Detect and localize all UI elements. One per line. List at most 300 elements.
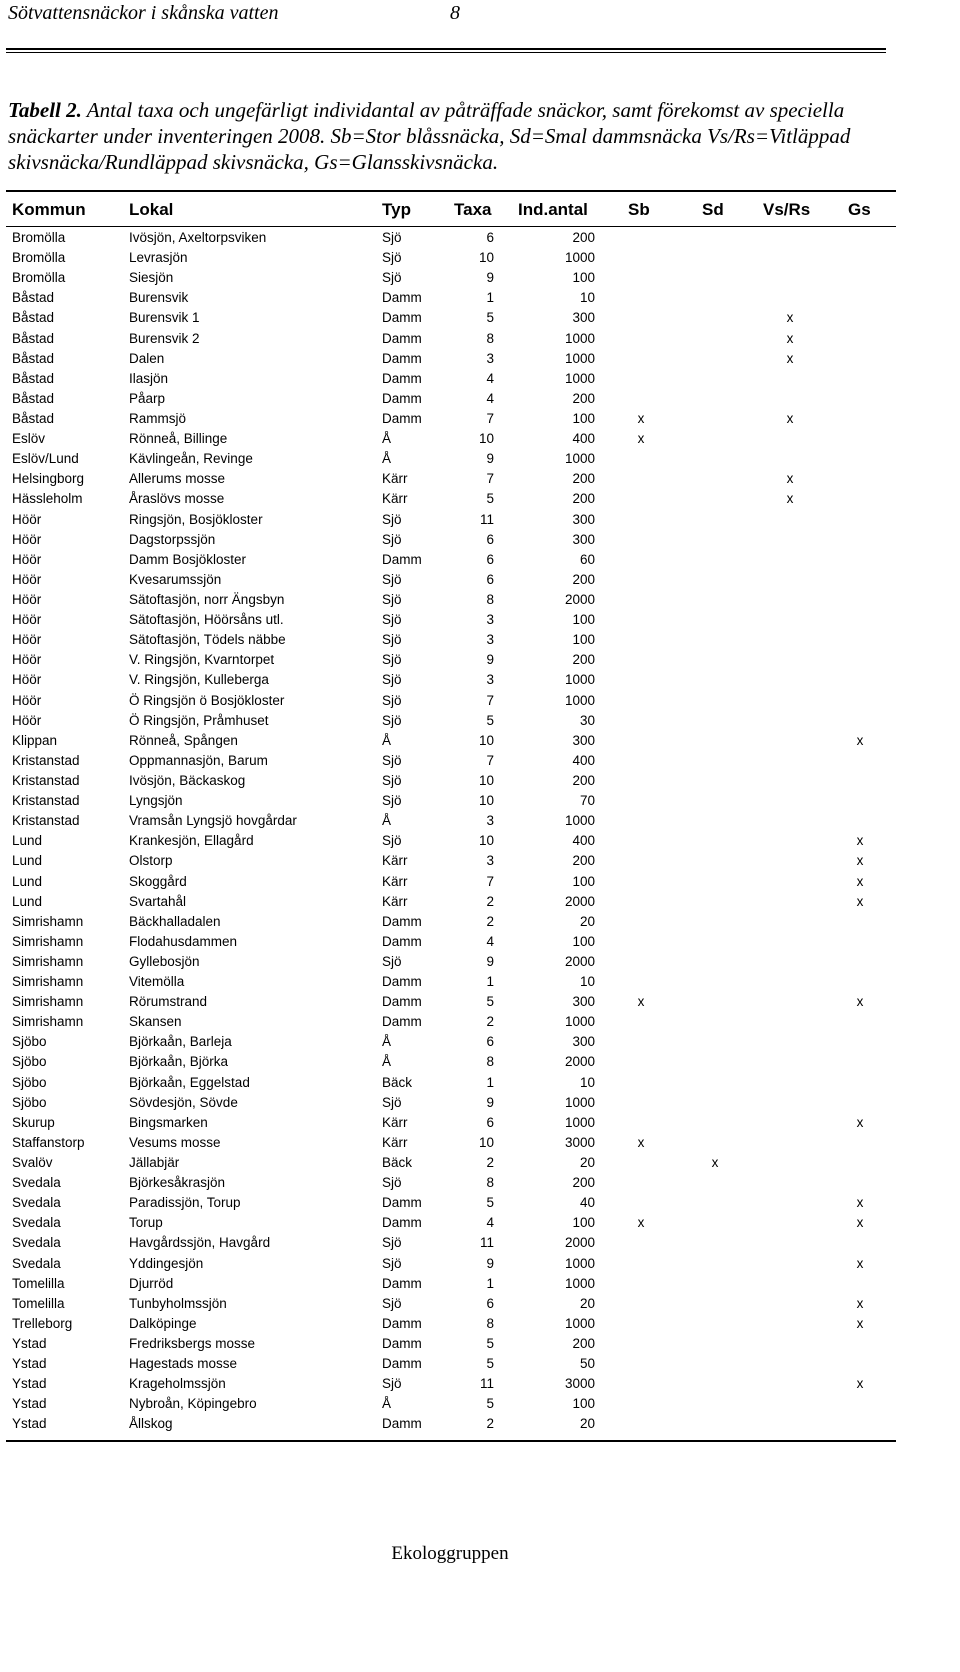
cell-lokal: Jällabjär — [129, 1155, 180, 1171]
cell-typ: Sjö — [382, 1235, 402, 1251]
cell-ind-antal: 30 — [579, 712, 595, 728]
cell-typ: Sjö — [382, 1376, 402, 1392]
cell-lokal: Kvesarumssjön — [129, 571, 222, 587]
cell-ind-antal: 100 — [572, 410, 595, 426]
cell-lokal: Bäckhalladalen — [129, 913, 221, 929]
table-row — [0, 1093, 960, 1113]
cell-kommun: Sjöbo — [12, 1094, 47, 1110]
table-header-rule — [6, 226, 896, 227]
table-row — [0, 771, 960, 791]
cell-lokal: Ö Ringsjön, Pråmhuset — [129, 712, 269, 728]
cell-taxa: 4 — [486, 933, 494, 949]
cell-typ: Kärr — [382, 1114, 408, 1130]
cell-taxa: 7 — [486, 873, 494, 889]
cell-ind-antal: 60 — [579, 551, 595, 567]
cell-taxa: 9 — [486, 451, 494, 467]
table-row — [0, 610, 960, 630]
table-row — [0, 329, 960, 349]
cell-taxa: 2 — [486, 1014, 494, 1030]
cell-kommun: Ystad — [12, 1416, 47, 1432]
cell-kommun: Kristanstad — [12, 793, 80, 809]
cell-taxa: 2 — [486, 893, 494, 909]
cell-typ: Å — [382, 451, 392, 467]
table-row — [0, 1314, 960, 1334]
cell-ind-antal: 20 — [579, 1416, 595, 1432]
cell-typ: Sjö — [382, 752, 402, 768]
table-row — [0, 1213, 960, 1233]
table-row — [0, 590, 960, 610]
table-row — [0, 1274, 960, 1294]
column-header-sb: Sb — [628, 200, 650, 219]
cell-ind-antal: 3000 — [564, 1376, 595, 1392]
cell-typ: Kärr — [382, 873, 408, 889]
cell-typ: Damm — [382, 290, 422, 306]
cell-ind-antal: 200 — [572, 1175, 595, 1191]
cell-kommun: Höör — [12, 511, 42, 527]
cell-lokal: Siesjön — [129, 270, 174, 286]
cell-typ: Sjö — [382, 250, 402, 266]
cell-typ: Damm — [382, 410, 422, 426]
cell-typ: Damm — [382, 390, 422, 406]
cell-kommun: Simrishamn — [12, 953, 84, 969]
page-number: 8 — [450, 2, 460, 24]
table-row — [0, 1374, 960, 1394]
cell-lokal: Oppmannasjön, Barum — [129, 752, 268, 768]
cell-gs: x — [856, 893, 864, 909]
column-header-lokal: Lokal — [129, 200, 174, 219]
cell-taxa: 1 — [486, 290, 494, 306]
cell-typ: Damm — [382, 370, 422, 386]
cell-ind-antal: 200 — [572, 772, 595, 788]
cell-taxa: 3 — [486, 612, 494, 628]
cell-lokal: Åraslövs mosse — [129, 491, 225, 507]
cell-vs-rs: x — [786, 491, 794, 507]
cell-ind-antal: 200 — [572, 471, 595, 487]
cell-typ: Sjö — [382, 632, 402, 648]
cell-sd: x — [711, 1155, 719, 1171]
cell-lokal: Fredriksbergs mosse — [129, 1336, 256, 1352]
cell-typ: Damm — [382, 330, 422, 346]
cell-typ: Sjö — [382, 270, 402, 286]
table-row — [0, 228, 960, 248]
table-row — [0, 711, 960, 731]
cell-ind-antal: 1000 — [564, 1255, 595, 1271]
table-header — [0, 196, 960, 224]
cell-typ: Bäck — [382, 1074, 413, 1090]
cell-lokal: Skoggård — [129, 873, 187, 889]
cell-lokal: Lyngsjön — [129, 793, 183, 809]
cell-taxa: 8 — [486, 1175, 494, 1191]
cell-typ: Å — [382, 431, 392, 447]
table-row — [0, 1173, 960, 1193]
cell-kommun: Höör — [12, 571, 42, 587]
cell-kommun: Båstad — [12, 370, 55, 386]
cell-lokal: Olstorp — [129, 853, 173, 869]
cell-typ: Sjö — [382, 672, 402, 688]
cell-kommun: Båstad — [12, 290, 55, 306]
cell-typ: Damm — [382, 974, 422, 990]
cell-lokal: Sövdesjön, Sövde — [129, 1094, 238, 1110]
cell-typ: Bäck — [382, 1155, 413, 1171]
cell-kommun: Höör — [12, 652, 42, 668]
table-body — [0, 228, 960, 1435]
cell-ind-antal: 2000 — [564, 953, 595, 969]
cell-ind-antal: 200 — [572, 390, 595, 406]
cell-kommun: Trelleborg — [12, 1315, 73, 1331]
cell-sb: x — [637, 1215, 645, 1231]
table-row — [0, 1254, 960, 1274]
cell-lokal: Skansen — [129, 1014, 182, 1030]
cell-kommun: Kristanstad — [12, 813, 80, 829]
cell-lokal: Bingsmarken — [129, 1114, 208, 1130]
cell-ind-antal: 100 — [572, 1396, 595, 1412]
cell-ind-antal: 1000 — [564, 672, 595, 688]
cell-kommun: Lund — [12, 853, 43, 869]
cell-ind-antal: 100 — [572, 1215, 595, 1231]
cell-ind-antal: 1000 — [564, 1094, 595, 1110]
cell-taxa: 7 — [486, 752, 494, 768]
cell-taxa: 11 — [479, 1235, 494, 1251]
cell-ind-antal: 2000 — [564, 893, 595, 909]
cell-typ: Å — [382, 1396, 392, 1412]
cell-taxa: 11 — [479, 1376, 494, 1392]
cell-gs: x — [856, 1315, 864, 1331]
cell-lokal: Påarp — [129, 390, 166, 406]
cell-lokal: Flodahusdammen — [129, 933, 238, 949]
cell-lokal: Havgårdssjön, Havgård — [129, 1235, 271, 1251]
cell-typ: Damm — [382, 1215, 422, 1231]
cell-kommun: Lund — [12, 873, 43, 889]
cell-taxa: 5 — [486, 1336, 494, 1352]
cell-ind-antal: 3000 — [564, 1134, 595, 1150]
cell-kommun: Båstad — [12, 390, 55, 406]
cell-kommun: Sjöbo — [12, 1054, 47, 1070]
table-row — [0, 831, 960, 851]
cell-taxa: 6 — [486, 551, 494, 567]
table-row — [0, 1032, 960, 1052]
cell-ind-antal: 1000 — [564, 692, 595, 708]
cell-kommun: Hässleholm — [12, 491, 83, 507]
cell-taxa: 10 — [478, 833, 494, 849]
cell-gs: x — [856, 732, 864, 748]
cell-taxa: 3 — [486, 853, 494, 869]
cell-ind-antal: 1000 — [564, 250, 595, 266]
cell-typ: Sjö — [382, 1255, 402, 1271]
caption-text: Antal taxa och ungefärligt individantal av påträffade snäckor, samt förekomst av speciella snäckarter under inventeringen 2008. Sb=Stor blåssnäcka, Sd=Smal dammsnäcka Vs/Rs=Vitläppad skivsnäcka/Rundläppad skivsnäcka, Gs=Glansskivsnäcka. — [8, 98, 851, 174]
cell-typ: Å — [382, 1034, 392, 1050]
cell-typ: Kärr — [382, 853, 408, 869]
cell-lokal: Dagstorpssjön — [129, 531, 216, 547]
cell-lokal: Sätoftasjön, norr Ängsbyn — [129, 591, 285, 607]
table-row — [0, 972, 960, 992]
cell-kommun: Simrishamn — [12, 1014, 84, 1030]
cell-sb: x — [637, 994, 645, 1010]
header-rule-thin — [6, 52, 886, 53]
cell-lokal: Hagestads mosse — [129, 1356, 238, 1372]
table-row — [0, 1012, 960, 1032]
table-row — [0, 670, 960, 690]
cell-ind-antal: 400 — [572, 431, 595, 447]
cell-kommun: Staffanstorp — [12, 1134, 85, 1150]
cell-typ: Sjö — [382, 612, 402, 628]
cell-ind-antal: 2000 — [564, 1054, 595, 1070]
cell-typ: Damm — [382, 933, 422, 949]
table-row — [0, 1153, 960, 1173]
cell-typ: Damm — [382, 350, 422, 366]
cell-lokal: Levrasjön — [129, 250, 188, 266]
cell-taxa: 8 — [486, 330, 494, 346]
cell-taxa: 10 — [478, 772, 494, 788]
table-row — [0, 308, 960, 328]
cell-typ: Sjö — [382, 712, 402, 728]
cell-taxa: 9 — [486, 270, 494, 286]
cell-typ: Damm — [382, 1336, 422, 1352]
cell-ind-antal: 200 — [572, 230, 595, 245]
table-row — [0, 932, 960, 952]
table-row — [0, 992, 960, 1012]
cell-ind-antal: 1000 — [564, 330, 595, 346]
cell-taxa: 5 — [486, 994, 494, 1010]
cell-gs: x — [856, 873, 864, 889]
cell-ind-antal: 20 — [579, 1295, 595, 1311]
cell-taxa: 10 — [478, 793, 494, 809]
cell-kommun: Svedala — [12, 1195, 61, 1211]
cell-kommun: Kristanstad — [12, 772, 80, 788]
cell-lokal: Björkesåkrasjön — [129, 1175, 226, 1191]
cell-typ: Sjö — [382, 692, 402, 708]
cell-taxa: 6 — [486, 531, 494, 547]
column-header-kommun: Kommun — [12, 200, 86, 219]
table-row — [0, 731, 960, 751]
cell-sb: x — [637, 431, 645, 447]
cell-lokal: Svartahål — [129, 893, 187, 909]
cell-typ: Sjö — [382, 230, 402, 245]
table-row — [0, 791, 960, 811]
cell-lokal: Björkaån, Björka — [129, 1054, 229, 1070]
cell-kommun: Tomelilla — [12, 1275, 65, 1291]
table-row — [0, 288, 960, 308]
cell-lokal: Torup — [129, 1215, 163, 1231]
cell-taxa: 5 — [486, 1356, 494, 1372]
cell-kommun: Ystad — [12, 1356, 47, 1372]
cell-ind-antal: 300 — [572, 511, 595, 527]
table-row — [0, 570, 960, 590]
cell-lokal: Burensvik — [129, 290, 189, 306]
cell-typ: Damm — [382, 1275, 422, 1291]
cell-taxa: 4 — [486, 390, 494, 406]
cell-taxa: 10 — [478, 250, 494, 266]
cell-ind-antal: 70 — [579, 793, 595, 809]
cell-typ: Å — [382, 732, 392, 748]
cell-taxa: 7 — [486, 410, 494, 426]
cell-typ: Damm — [382, 1416, 422, 1432]
cell-typ: Damm — [382, 1315, 422, 1331]
cell-taxa: 5 — [486, 712, 494, 728]
cell-ind-antal: 1000 — [564, 1114, 595, 1130]
cell-kommun: Höör — [12, 712, 42, 728]
cell-taxa: 2 — [486, 1416, 494, 1432]
table-row — [0, 1073, 960, 1093]
cell-kommun: Eslöv/Lund — [12, 451, 79, 467]
cell-ind-antal: 2000 — [564, 591, 595, 607]
cell-kommun: Båstad — [12, 350, 55, 366]
cell-ind-antal: 100 — [572, 270, 595, 286]
table-row — [0, 1113, 960, 1133]
cell-vs-rs: x — [786, 310, 794, 326]
table-caption — [8, 97, 898, 175]
table-row — [0, 268, 960, 288]
table-row — [0, 1334, 960, 1354]
table-row — [0, 369, 960, 389]
cell-lokal: Paradissjön, Torup — [129, 1195, 241, 1211]
cell-typ: Kärr — [382, 893, 408, 909]
cell-lokal: V. Ringsjön, Kvarntorpet — [129, 652, 275, 668]
cell-kommun: Simrishamn — [12, 974, 84, 990]
cell-kommun: Lund — [12, 893, 43, 909]
column-header-sd: Sd — [702, 200, 724, 219]
cell-taxa: 2 — [486, 1155, 494, 1171]
cell-lokal: Kävlingeån, Revinge — [129, 451, 253, 467]
cell-lokal: V. Ringsjön, Kulleberga — [129, 672, 269, 688]
cell-taxa: 3 — [486, 813, 494, 829]
cell-taxa: 7 — [486, 471, 494, 487]
table-row — [0, 1133, 960, 1153]
cell-typ: Sjö — [382, 531, 402, 547]
table-row — [0, 1414, 960, 1434]
cell-taxa: 5 — [486, 491, 494, 507]
cell-taxa: 9 — [486, 1255, 494, 1271]
table-row — [0, 1233, 960, 1253]
table-row — [0, 349, 960, 369]
cell-kommun: Sjöbo — [12, 1034, 47, 1050]
cell-kommun: Höör — [12, 551, 42, 567]
cell-typ: Damm — [382, 1195, 422, 1211]
cell-gs: x — [856, 853, 864, 869]
cell-kommun: Höör — [12, 531, 42, 547]
cell-lokal: Dalköpinge — [129, 1315, 197, 1331]
table-row — [0, 469, 960, 489]
cell-gs: x — [856, 1255, 864, 1271]
cell-vs-rs: x — [786, 410, 794, 426]
cell-kommun: Svedala — [12, 1175, 61, 1191]
cell-lokal: Björkaån, Eggelstad — [129, 1074, 250, 1090]
cell-ind-antal: 400 — [572, 833, 595, 849]
cell-taxa: 4 — [486, 370, 494, 386]
cell-kommun: Lund — [12, 833, 43, 849]
cell-typ: Damm — [382, 913, 422, 929]
table-row — [0, 872, 960, 892]
table-row — [0, 449, 960, 469]
cell-lokal: Sätoftasjön, Höörsåns utl. — [129, 612, 284, 628]
cell-ind-antal: 300 — [572, 732, 595, 748]
table-row — [0, 912, 960, 932]
cell-ind-antal: 100 — [572, 612, 595, 628]
cell-gs: x — [856, 994, 864, 1010]
cell-lokal: Gyllebosjön — [129, 953, 200, 969]
cell-kommun: Sjöbo — [12, 1074, 47, 1090]
cell-lokal: Allerums mosse — [129, 471, 226, 487]
cell-ind-antal: 50 — [579, 1356, 595, 1372]
cell-gs: x — [856, 1295, 864, 1311]
cell-typ: Sjö — [382, 1094, 402, 1110]
cell-ind-antal: 2000 — [564, 1235, 595, 1251]
cell-kommun: Båstad — [12, 330, 55, 346]
cell-taxa: 8 — [486, 1315, 494, 1331]
cell-ind-antal: 1000 — [564, 370, 595, 386]
cell-lokal: Ringsjön, Bosjökloster — [129, 511, 263, 527]
cell-ind-antal: 1000 — [564, 350, 595, 366]
cell-lokal: Rörumstrand — [129, 994, 208, 1010]
cell-kommun: Höör — [12, 591, 42, 607]
table-row — [0, 409, 960, 429]
cell-typ: Sjö — [382, 793, 402, 809]
cell-taxa: 6 — [486, 1114, 494, 1130]
cell-kommun: Simrishamn — [12, 933, 84, 949]
cell-typ: Kärr — [382, 1134, 408, 1150]
cell-kommun: Bromölla — [12, 250, 66, 266]
cell-kommun: Båstad — [12, 310, 55, 326]
cell-lokal: Damm Bosjökloster — [129, 551, 247, 567]
cell-kommun: Svedala — [12, 1215, 61, 1231]
table-bottom-rule — [6, 1440, 896, 1442]
column-header-taxa: Taxa — [454, 200, 492, 219]
cell-typ: Sjö — [382, 571, 402, 587]
cell-lokal: Krankesjön, Ellagård — [129, 833, 254, 849]
cell-typ: Sjö — [382, 833, 402, 849]
cell-taxa: 11 — [479, 511, 494, 527]
cell-ind-antal: 1000 — [564, 1014, 595, 1030]
cell-kommun: Ystad — [12, 1376, 47, 1392]
cell-taxa: 3 — [486, 672, 494, 688]
cell-gs: x — [856, 1376, 864, 1392]
table-row — [0, 1294, 960, 1314]
cell-vs-rs: x — [786, 350, 794, 366]
cell-taxa: 1 — [486, 974, 494, 990]
cell-kommun: Höör — [12, 692, 42, 708]
cell-ind-antal: 200 — [572, 853, 595, 869]
cell-kommun: Höör — [12, 632, 42, 648]
running-header — [8, 0, 888, 26]
cell-typ: Å — [382, 813, 392, 829]
cell-taxa: 10 — [478, 732, 494, 748]
cell-ind-antal: 200 — [572, 491, 595, 507]
cell-taxa: 10 — [478, 1134, 494, 1150]
column-header-ind-antal: Ind.antal — [518, 200, 588, 219]
cell-gs: x — [856, 1114, 864, 1130]
table-row — [0, 952, 960, 972]
table-row — [0, 630, 960, 650]
cell-ind-antal: 1000 — [564, 451, 595, 467]
cell-lokal: Krageholmssjön — [129, 1376, 226, 1392]
cell-ind-antal: 100 — [572, 933, 595, 949]
table-row — [0, 510, 960, 530]
cell-kommun: Kristanstad — [12, 752, 80, 768]
table-row — [0, 751, 960, 771]
cell-ind-antal: 300 — [572, 531, 595, 547]
cell-gs: x — [856, 833, 864, 849]
table-row — [0, 892, 960, 912]
cell-taxa: 5 — [486, 1195, 494, 1211]
cell-lokal: Burensvik 1 — [129, 310, 200, 326]
cell-ind-antal: 100 — [572, 632, 595, 648]
cell-typ: Sjö — [382, 1295, 402, 1311]
cell-kommun: Svedala — [12, 1235, 61, 1251]
cell-ind-antal: 1000 — [564, 1315, 595, 1331]
cell-lokal: Ö Ringsjön ö Bosjökloster — [129, 692, 285, 708]
table-row — [0, 1394, 960, 1414]
cell-lokal: Rönneå, Spången — [129, 732, 238, 748]
table-row — [0, 389, 960, 409]
